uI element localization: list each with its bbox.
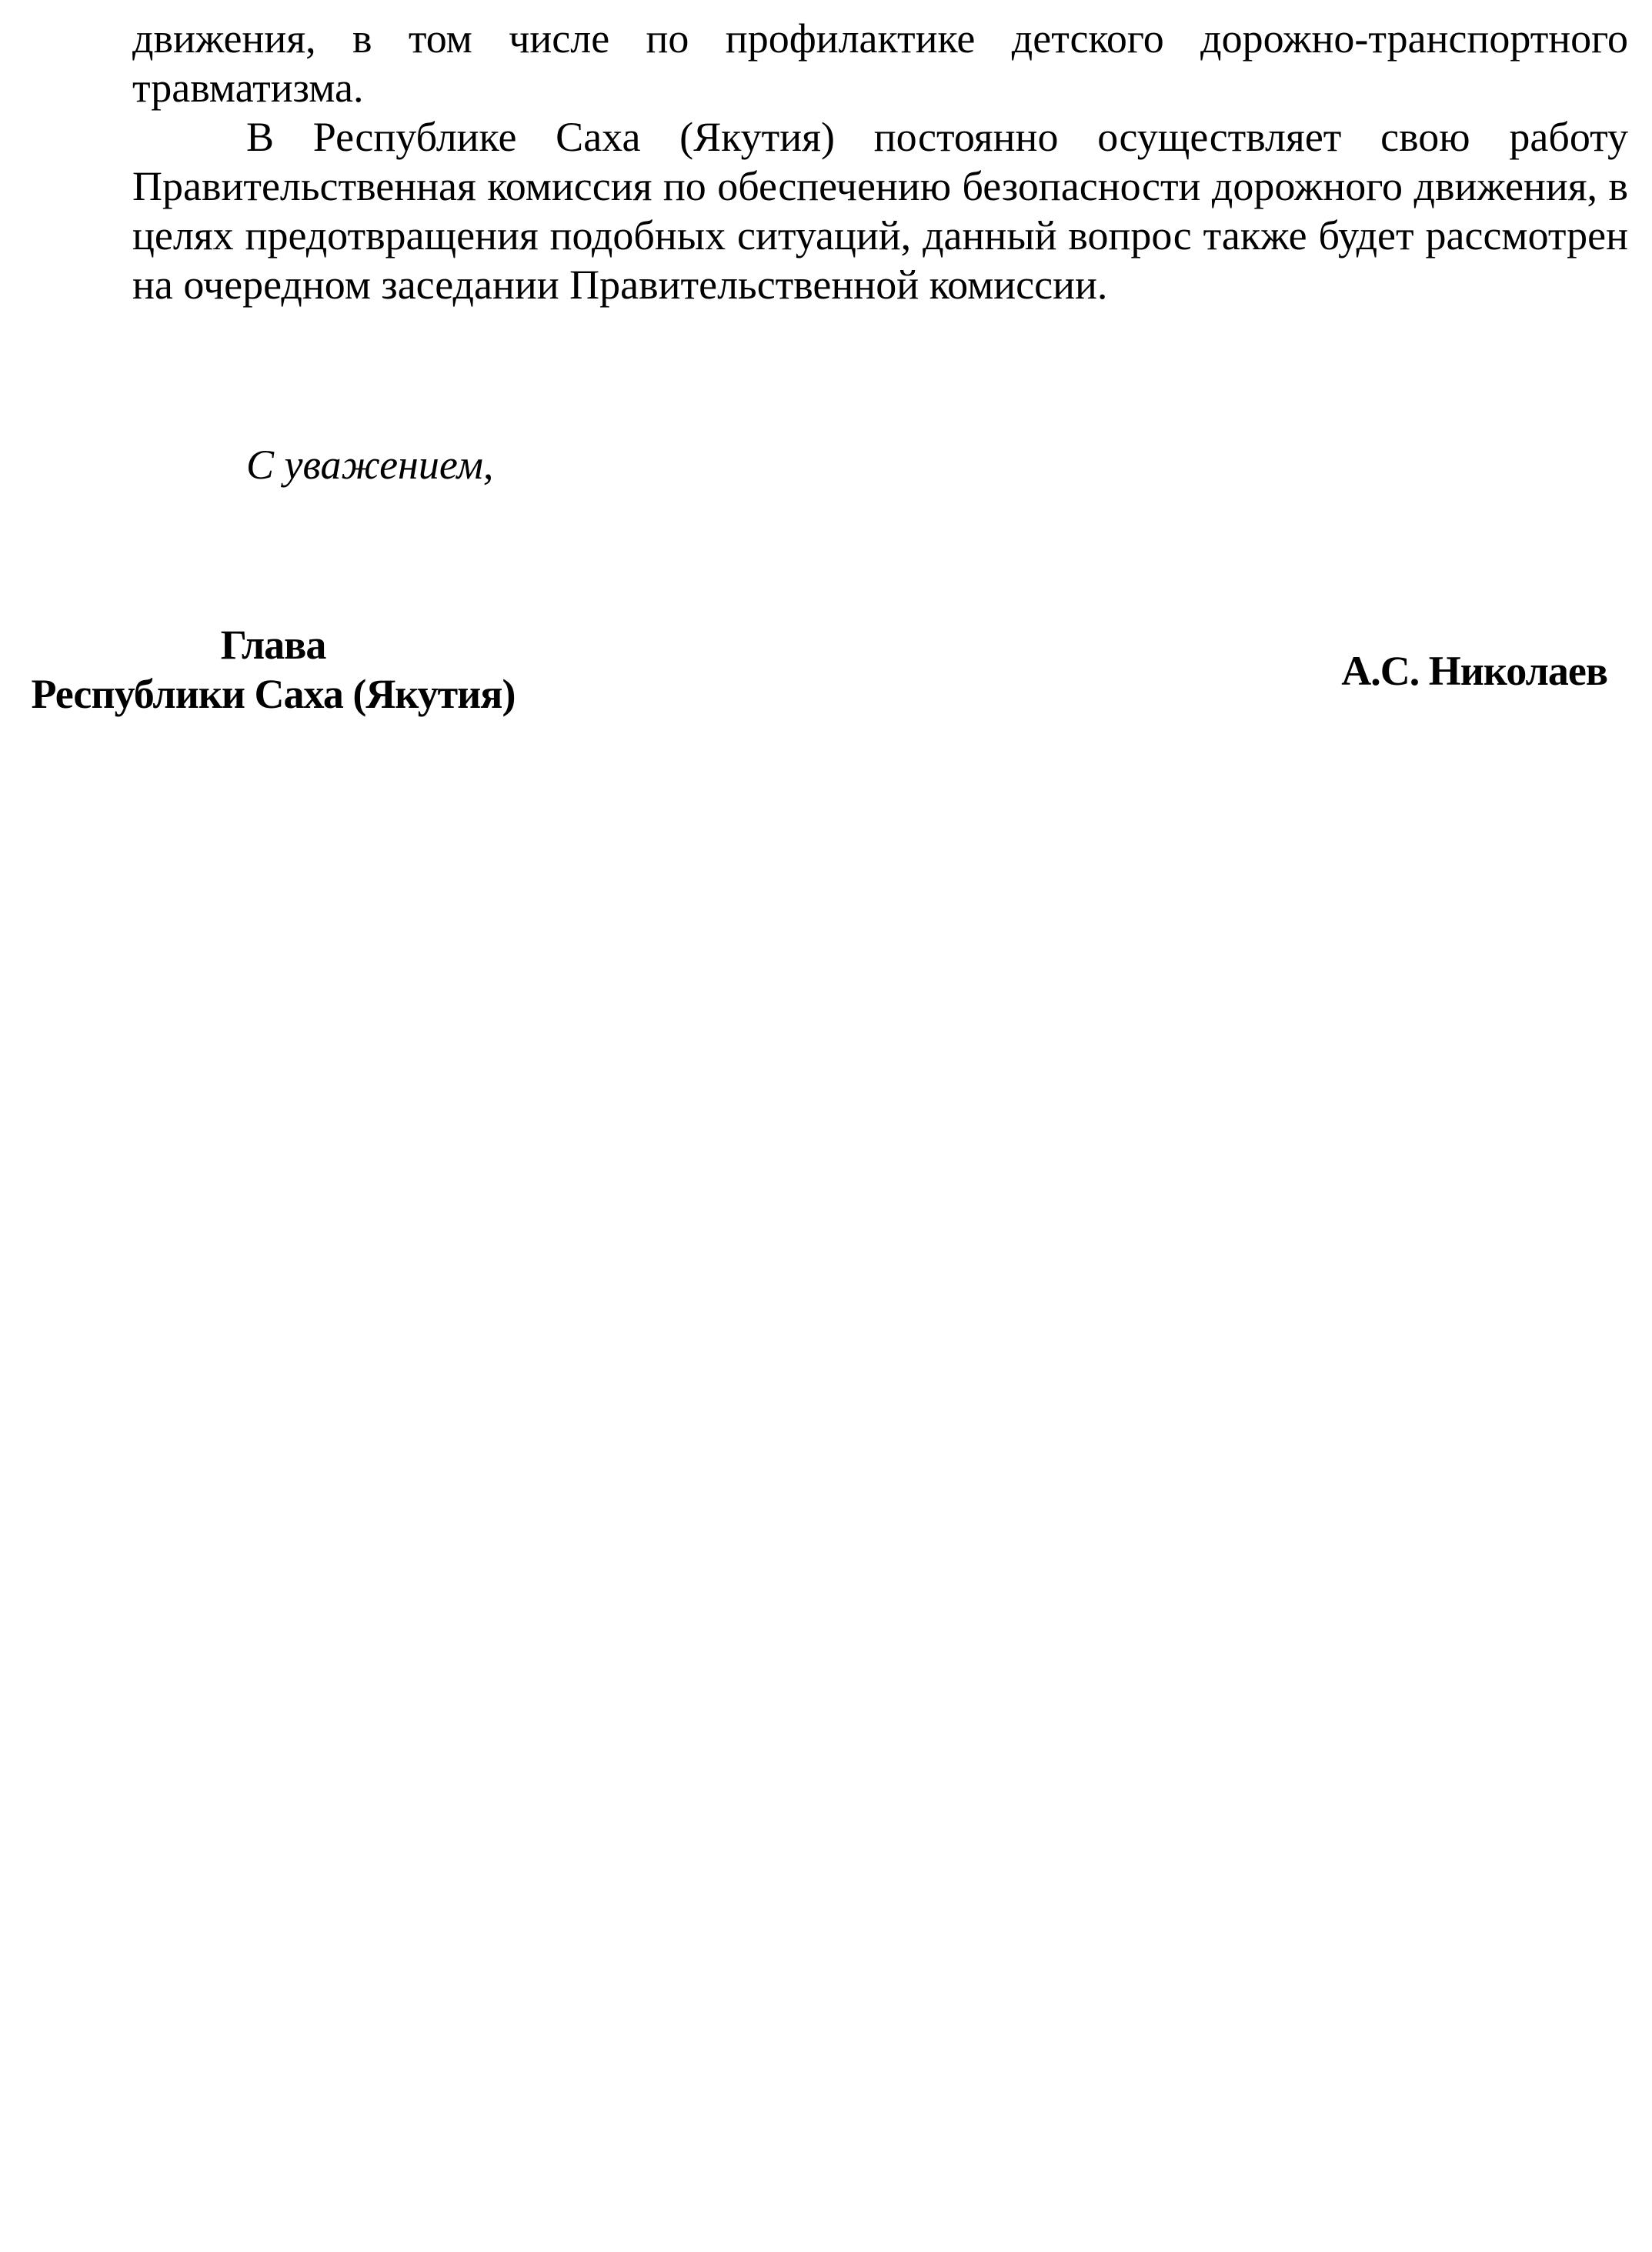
signatory-position <box>0 620 546 719</box>
signatory-name: А.С. Николаев <box>1341 648 1607 694</box>
signatory-position-line2: Республики Саха (Якутия) <box>31 671 516 717</box>
closing-salutation: С уважением, <box>246 442 494 488</box>
paragraph-continuation: движения, в том числе по профилактике детского дорожно-транспортного травматизма. <box>132 15 1628 111</box>
body-text <box>132 14 1628 309</box>
signatory-position-line1: Глава <box>220 622 326 668</box>
paragraph-commission: В Республике Саха (Якутия) постоянно осуществляет свою работу Правительственная комиссия по обеспечению безопасности дорожного движения, в целях предотвращения подобных ситуаций, данный вопрос также будет рассмотрен на очередном заседании Правительственной комиссии. <box>132 114 1628 308</box>
